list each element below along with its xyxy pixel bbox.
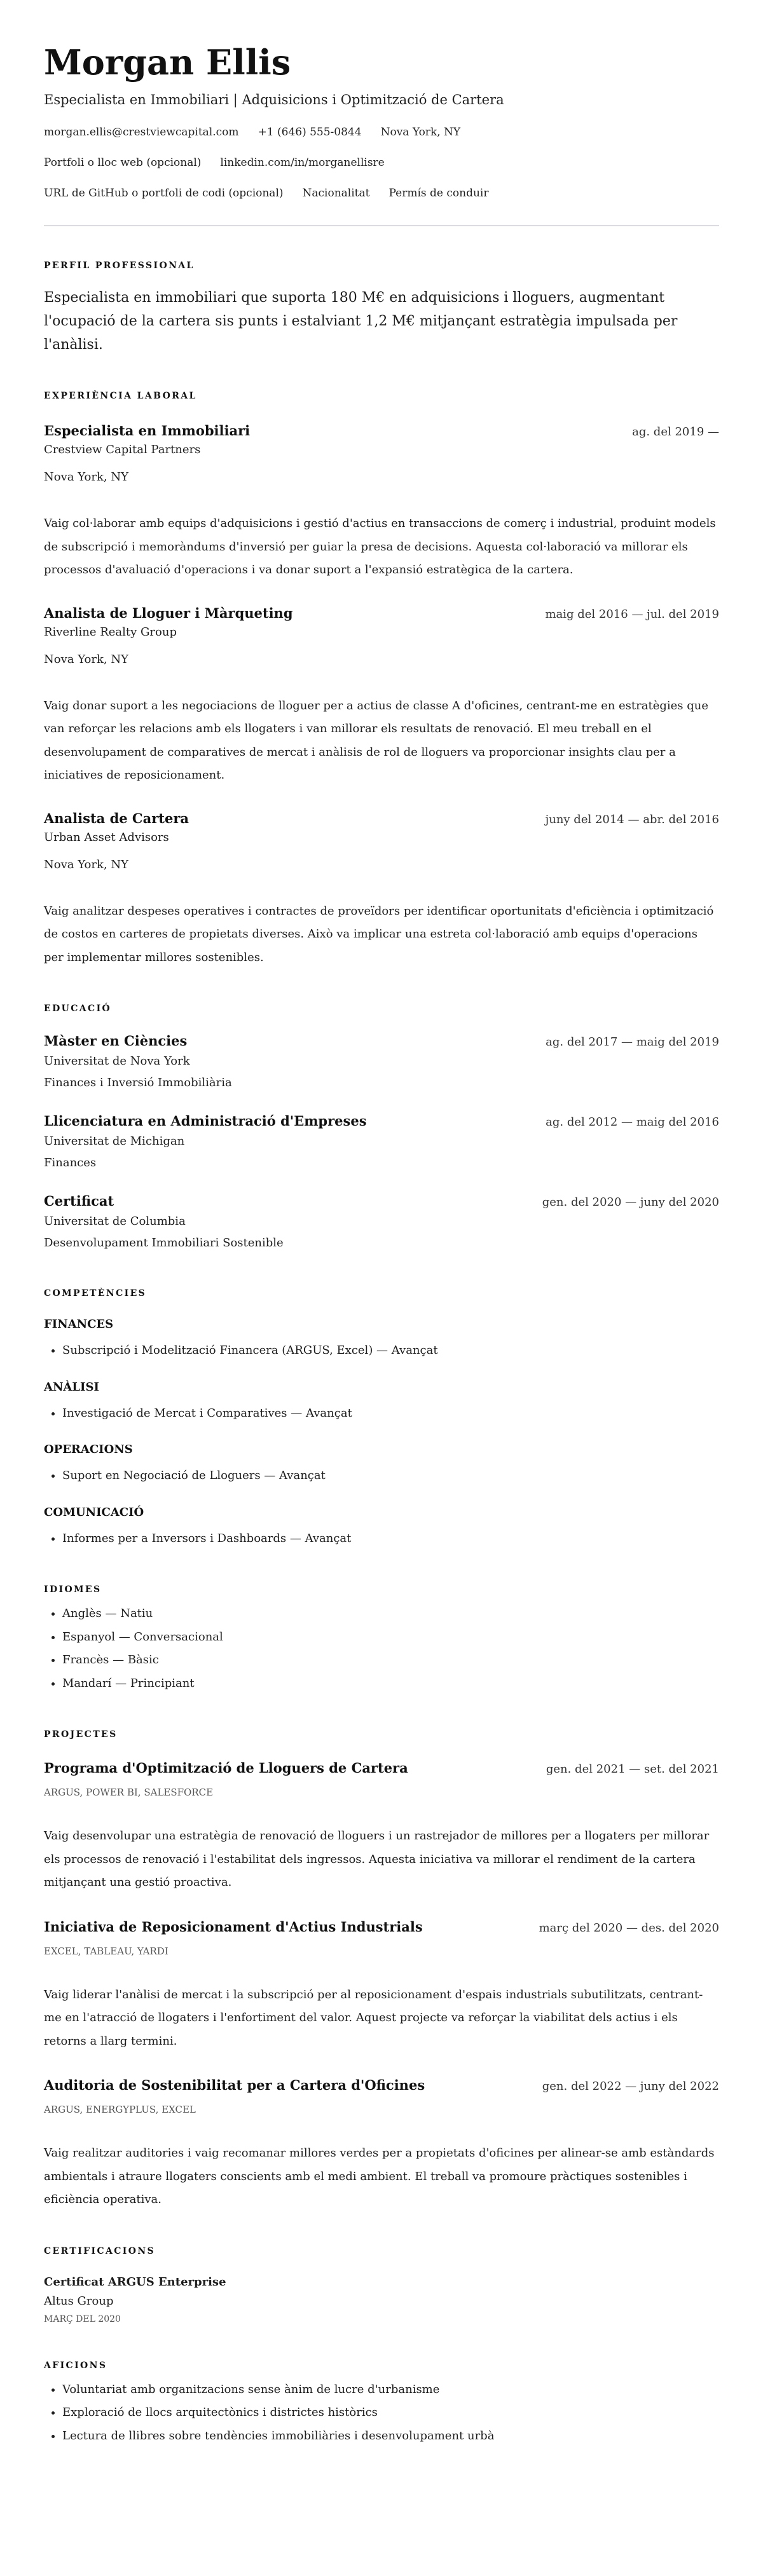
section-heading: PROJECTES [44, 1729, 118, 1740]
job-entry [44, 604, 719, 787]
entry-header [44, 421, 719, 440]
entry-dates: gen. del 2022 — juny del 2022 [542, 2080, 719, 2093]
entry-dates: juny del 2014 — abr. del 2016 [545, 812, 719, 826]
company-name: Riverline Realty Group [44, 625, 177, 639]
skill-list [44, 1402, 719, 1426]
candidate-name: Morgan Ellis [44, 42, 291, 83]
project-title: Programa d'Optimització de Lloguers de Cartera [44, 1760, 408, 1776]
entry-dates: ag. del 2012 — maig del 2016 [546, 1115, 719, 1129]
skill-item: • Informes per a Inversors i Dashboards — Avançat [62, 1527, 719, 1551]
contact-row [44, 186, 719, 201]
company-name: Crestview Capital Partners [44, 443, 201, 456]
contact-row [44, 125, 719, 140]
degree-title: Llicenciatura en Administració d'Empreses [44, 1113, 367, 1129]
section-heading: CERTIFICACIONS [44, 2245, 156, 2256]
section-heading: EXPERIÈNCIA LABORAL [44, 391, 197, 401]
skill-item: • Suport en Negociació de Lloguers — Avançat [62, 1464, 719, 1488]
job-description: Vaig donar suport a les negociacions de lloguer per a actius de classe A d'oficines, centrant-me en estratègies que van reforçar les relacions amb els llogaters i van millorar els resultats de renovació. El meu treball en el desenvolupament de comparatives de mercat i anàlisis de rol de lloguers va proporcionar insights clau per a iniciatives de reposicionament. [44, 699, 709, 782]
skill-category: COMUNICACIÓ [44, 1505, 144, 1519]
certification-date: MARÇ DEL 2020 [44, 2314, 121, 2324]
job-description: Vaig col·laborar amb equips d'adquisicions i gestió d'actius en transaccions de comerç i industrial, produint models de subscripció i memoràndums d'inversió per guiar la presa de decisions. Aquesta col·laboració va millorar els processos d'avaluació d'operacions i va donar suport a l'expansió estratègica de la cartera. [44, 517, 716, 576]
job-description: Vaig analitzar despeses operatives i contractes de proveïdors per identificar oportunitats d'eficiència i optimització de costos en carteres de propietats diverses. Això va implicar una estreta col·laboració amb equips d'operacions per implementar millores sostenibles. [44, 904, 714, 964]
project-description: Vaig desenvolupar una estratègia de renovació de lloguers i un rastrejador de millores per a llogaters per millorar els processos de renovació i l'estabilitat dels ingressos. Aquesta iniciativa va millorar el rendiment de la cartera mitjançant una gestió proactiva. [44, 1829, 710, 1889]
job-entry [44, 421, 719, 582]
degree-title: Certificat [44, 1193, 114, 1209]
skills-section [44, 1287, 719, 1550]
hobby-item: • Exploració de llocs arquitectònics i districtes històrics [62, 2401, 719, 2425]
location: Nova York, NY [380, 126, 461, 139]
education-entry [44, 1032, 719, 1094]
section-heading: COMPETÈNCIES [44, 1288, 147, 1298]
project-title: Auditoria de Sostenibilitat per a Cartera d'Oficines [44, 2077, 425, 2093]
section-heading: AFICIONS [44, 2360, 107, 2371]
entry-dates: març del 2020 — des. del 2020 [539, 1921, 719, 1935]
language-item: • Francès — Bàsic [62, 1649, 719, 1672]
language-item: • Espanyol — Conversacional [62, 1626, 719, 1649]
language-item: • Mandarí — Principiant [62, 1672, 719, 1696]
entry-dates: gen. del 2020 — juny del 2020 [542, 1196, 719, 1209]
job-title: Especialista en Immobiliari [44, 423, 251, 439]
linkedin-link[interactable]: linkedin.com/in/morganellisre [220, 156, 385, 169]
project-entry [44, 2076, 719, 2212]
portfolio-link[interactable]: Portfoli o lloc web (opcional) [44, 156, 202, 169]
candidate-title: Especialista en Immobiliari | Adquisicions i Optimització de Cartera [44, 92, 504, 107]
entry-dates: maig del 2016 — jul. del 2019 [545, 607, 719, 621]
field-of-study: Desenvolupament Immobiliari Sostenible [44, 1236, 284, 1250]
skill-list [44, 1464, 719, 1488]
job-location: Nova York, NY [44, 857, 128, 871]
entry-header [44, 1192, 719, 1211]
field-of-study: Finances i Inversió Immobiliària [44, 1076, 232, 1089]
skill-list [44, 1527, 719, 1551]
project-tech-tags: ARGUS, POWER BI, SALESFORCE [44, 1787, 214, 1798]
job-entry [44, 809, 719, 970]
job-title: Analista de Lloguer i Màrqueting [44, 604, 293, 621]
contact-row [44, 155, 719, 170]
driving-license: Permís de conduir [388, 187, 489, 200]
project-description: Vaig liderar l'anàlisi de mercat i la subscripció per al reposicionament d'espais industrials subutilitzats, centrant-me en l'atracció de llogaters i l'enfortiment del valor. Aquest projecte va reforçar la viabilitat dels actius i els retorns a llarg termini. [44, 1987, 703, 2048]
school-name: Universitat de Nova York [44, 1054, 190, 1068]
entry-header [44, 604, 719, 623]
job-location: Nova York, NY [44, 470, 128, 484]
education-entry [44, 1112, 719, 1174]
entry-header [44, 809, 719, 828]
field-of-study: Finances [44, 1156, 97, 1169]
entry-dates: ag. del 2017 — maig del 2019 [546, 1035, 719, 1049]
entry-dates: ag. del 2019 — [632, 425, 719, 439]
email-link[interactable]: morgan.ellis@crestviewcapital.com [44, 126, 239, 139]
section-heading: IDIOMES [44, 1584, 102, 1595]
phone: +1 (646) 555-0844 [258, 126, 362, 139]
education-entry [44, 1192, 719, 1254]
language-item: • Anglès — Natiu [62, 1602, 719, 1626]
degree-title: Màster en Ciències [44, 1033, 188, 1049]
school-name: Universitat de Michigan [44, 1135, 185, 1148]
entry-header [44, 1918, 719, 1937]
school-name: Universitat de Columbia [44, 1215, 186, 1228]
resume-header [44, 42, 719, 201]
education-section [44, 1002, 719, 1254]
certifications-section [44, 2245, 719, 2326]
job-location: Nova York, NY [44, 652, 128, 666]
hobbies-list [44, 2378, 719, 2448]
skill-item: • Subscripció i Modelització Financera (ARGUS, Excel) — Avançat [62, 1339, 719, 1363]
header-divider [44, 225, 719, 226]
project-title: Iniciativa de Reposicionament d'Actius Industrials [44, 1918, 423, 1935]
skill-category: FINANCES [44, 1318, 114, 1331]
project-tech-tags: ARGUS, ENERGYPLUS, EXCEL [44, 2104, 196, 2115]
certification-name: Certificat ARGUS Enterprise [44, 2275, 226, 2289]
nationality: Nacionalitat [302, 187, 370, 200]
entry-header [44, 1759, 719, 1778]
project-description: Vaig realitzar auditories i vaig recomanar millores verdes per a propietats d'oficines per alinear-se amb estàndards ambientals i atraure llogaters conscients amb el medi ambient. El treball va promoure pràctiques sostenibles i eficiència operativa. [44, 2146, 715, 2206]
entry-dates: gen. del 2021 — set. del 2021 [546, 1762, 719, 1776]
entry-header [44, 2076, 719, 2095]
skill-category: ANÀLISI [44, 1380, 99, 1394]
company-name: Urban Asset Advisors [44, 830, 169, 844]
job-title: Analista de Cartera [44, 810, 189, 826]
entry-header [44, 1112, 719, 1131]
github-link[interactable]: URL de GitHub o portfoli de codi (opcional) [44, 187, 284, 200]
entry-header [44, 1032, 719, 1051]
certification-issuer: Altus Group [44, 2294, 114, 2308]
hobby-item: • Voluntariat amb organitzacions sense ànim de lucre d'urbanisme [62, 2378, 719, 2402]
project-entry [44, 1759, 719, 1895]
section-heading: EDUCACIÓ [44, 1004, 112, 1014]
languages-section [44, 1583, 719, 1695]
skill-item: • Investigació de Mercat i Comparatives — Avançat [62, 1402, 719, 1426]
summary-text: Especialista en immobiliari que suporta 180 M€ en adquisicions i lloguers, augmentant l'ocupació de la cartera sis punts i estalviant 1,2 M€ mitjançant estratègia impulsada per l'anàlisi. [44, 290, 678, 353]
section-heading: PERFIL PROFESSIONAL [44, 261, 195, 271]
hobbies-section [44, 2359, 719, 2448]
experience-section [44, 390, 719, 969]
summary-section [44, 259, 719, 357]
hobby-item: • Lectura de llibres sobre tendències immobiliàries i desenvolupament urbà [62, 2425, 719, 2448]
languages-list [44, 1602, 719, 1695]
skill-category: OPERACIONS [44, 1443, 133, 1456]
project-tech-tags: EXCEL, TABLEAU, YARDI [44, 1945, 168, 1957]
projects-section [44, 1728, 719, 2212]
skill-list [44, 1339, 719, 1363]
project-entry [44, 1918, 719, 2054]
